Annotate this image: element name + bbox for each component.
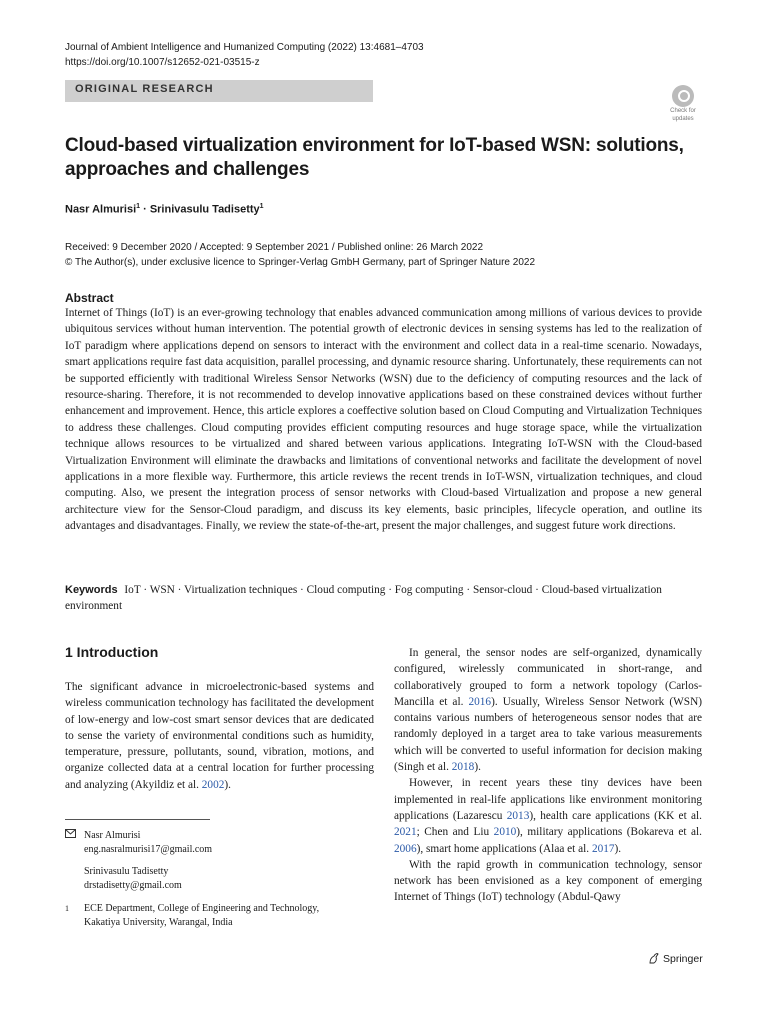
corresponding-author-email[interactable]: eng.nasralmurisi17@gmail.com: [84, 844, 213, 855]
citation-link[interactable]: 2021: [394, 826, 417, 839]
citation-link[interactable]: 2017: [591, 842, 615, 855]
journal-header: [65, 40, 424, 70]
journal-citation: Journal of Ambient Intelligence and Humanized Computing (2022) 13:4681–4703: [65, 42, 424, 53]
publication-dates: Received: 9 December 2020 / Accepted: 9 September 2021 / Published online: 26 March 2022: [65, 242, 484, 253]
keywords-list: IoT · WSN · Virtualization techniques · Cloud computing · Fog computing · Sensor-cloud · Cloud-based virtualization environment: [65, 584, 662, 613]
citation-link[interactable]: 2018: [451, 761, 475, 774]
author-1-affiliation: 1: [136, 203, 141, 210]
article-title: Cloud-based virtualization environment for IoT-based WSN: solutions, approaches and challenges: [65, 135, 684, 180]
keywords-label: Keywords: [65, 584, 118, 596]
citation-link[interactable]: 2016: [468, 695, 492, 708]
citation-link[interactable]: 2006: [394, 842, 417, 855]
article-history: [65, 240, 535, 270]
citation-link[interactable]: 2002: [201, 778, 225, 791]
abstract-heading: Abstract: [65, 291, 114, 305]
author-separator: ·: [140, 203, 150, 216]
author-list: [65, 203, 264, 216]
affiliation-line-1: ECE Department, College of Engineering and Technology,: [84, 903, 320, 914]
springer-horse-icon: [648, 952, 660, 964]
author-2-affiliation: 1: [259, 203, 264, 210]
corresponding-author-name: Nasr Almurisi: [84, 830, 141, 841]
affiliation-note: [65, 902, 365, 930]
article-type-label: ORIGINAL RESEARCH: [75, 83, 214, 95]
citation-link[interactable]: 2010: [493, 826, 517, 839]
article-type-banner: [65, 80, 373, 102]
intro-paragraph-3: However, in recent years these tiny devices have been implemented in real-life applications like environment monitoring applications (Lazarescu 2013), health care applications (KK et al. 2021; Chen and Liu 2010), military applications (Bokareva et al. 2006), smart home applications (Alaa et al. 2017).: [394, 777, 702, 855]
keywords-section: [65, 582, 702, 615]
intro-paragraph-2: In general, the sensor nodes are self-organized, dynamically configured, wirelessly communicated in short-range, and collaboratively grouped to form a network topology (Carlos-Mancilla et al. 2016). Usually, Wireless Sensor Network (WSN) contains various numbers of heterogeneous sensor nodes that are randomly deployed in a target area to take various measurements which will be converted to useful information for decision making (Singh et al. 2018).: [394, 647, 702, 774]
abstract-text: Internet of Things (IoT) is an ever-growing technology that enables advanced communication among millions of various devices to provide ubiquitous services without human intervention. The potential growth of electronic devices in sensing systems has led to the realization of IoT paradigm where applications depend on sensors to interact with the environment and collect data in a real-time scenario. Nowadays, smart applications require fast data acquisition, parallel processing, and dynamic resource sharing. Unfortunately, these requirements can not be supported efficiently with traditional Wireless Sensor Networks (WSN) due to the deficiency of computing resources and the lack of resource-sharing. Therefore, it is not recommended to develop innovative applications based on these constrained devices without further enhancement and improvement. Hence, this article explores a coeffective solution based on Cloud Computing and Virtualization Techniques to address these challenges. Cloud computing provides efficient computing resources and huge storage space, while the virtualization technique allows resources to be virtualized and shared between various applications. Integrating IoT-WSN with the Cloud-based Virtualization Environment will eliminate the drawbacks and limitations of conventional networks and facilitate the development of novel applications in a more flexible way. Furthermore, this article reviews the recent trends in IoT-WSN, virtualization techniques, and cloud computing. Also, we present the integration process of sensor networks with Cloud-based Virtualization and propose a new general architecture view for the Sensor-Cloud paradigm, and discuss its key elements, basic principles, lifecycle operation, and outline its advantages and disadvantages. Finally, we review the state-of-the-art, present the major challenges, and suggest future work directions.: [65, 307, 702, 533]
section-heading-introduction: 1 Introduction: [65, 644, 159, 660]
check-updates-line1: Check for: [670, 108, 696, 114]
email-icon: [65, 829, 76, 843]
second-author-name: Srinivasulu Tadisetty: [84, 866, 169, 877]
copyright-notice: © The Author(s), under exclusive licence to Springer-Verlag GmbH Germany, part of Springer Nature 2022: [65, 257, 535, 268]
affiliation-marker: 1: [65, 904, 69, 913]
publisher-logo: [648, 952, 703, 965]
intro-paragraph-1: The significant advance in microelectronic-based systems and wireless communication technology has facilitated the development of low-energy and low-cost smart sensor devices that are dedicated to sense the variety of environmental conditions such as humidity, temperature, pressure, pollutants, sound, vibration, motions, and organize collected data at a central location for further processing and analyzing (Akyildiz et al. 2002).: [65, 681, 374, 791]
doi-link[interactable]: https://doi.org/10.1007/s12652-021-03515-z: [65, 57, 260, 68]
citation-link[interactable]: 2013: [506, 809, 530, 822]
left-column: [65, 679, 374, 793]
footnote-divider: [65, 819, 210, 820]
right-column: [394, 645, 702, 906]
check-updates-icon: [672, 85, 694, 107]
corresponding-author-note: [65, 829, 365, 893]
author-2[interactable]: Srinivasulu Tadisetty: [149, 203, 260, 216]
intro-paragraph-4: With the rapid growth in communication technology, sensor network has been envisioned as a key component of emerging Internet of Things (IoT) technology (Abdul-Qawy: [394, 858, 702, 904]
author-1[interactable]: Nasr Almurisi: [65, 203, 137, 216]
publisher-name: Springer: [663, 953, 703, 965]
check-for-updates-badge[interactable]: [663, 85, 703, 125]
check-updates-line2: updates: [672, 116, 694, 122]
affiliation-line-2: Kakatiya University, Warangal, India: [84, 917, 233, 928]
second-author-email[interactable]: drstadisetty@gmail.com: [84, 880, 182, 891]
